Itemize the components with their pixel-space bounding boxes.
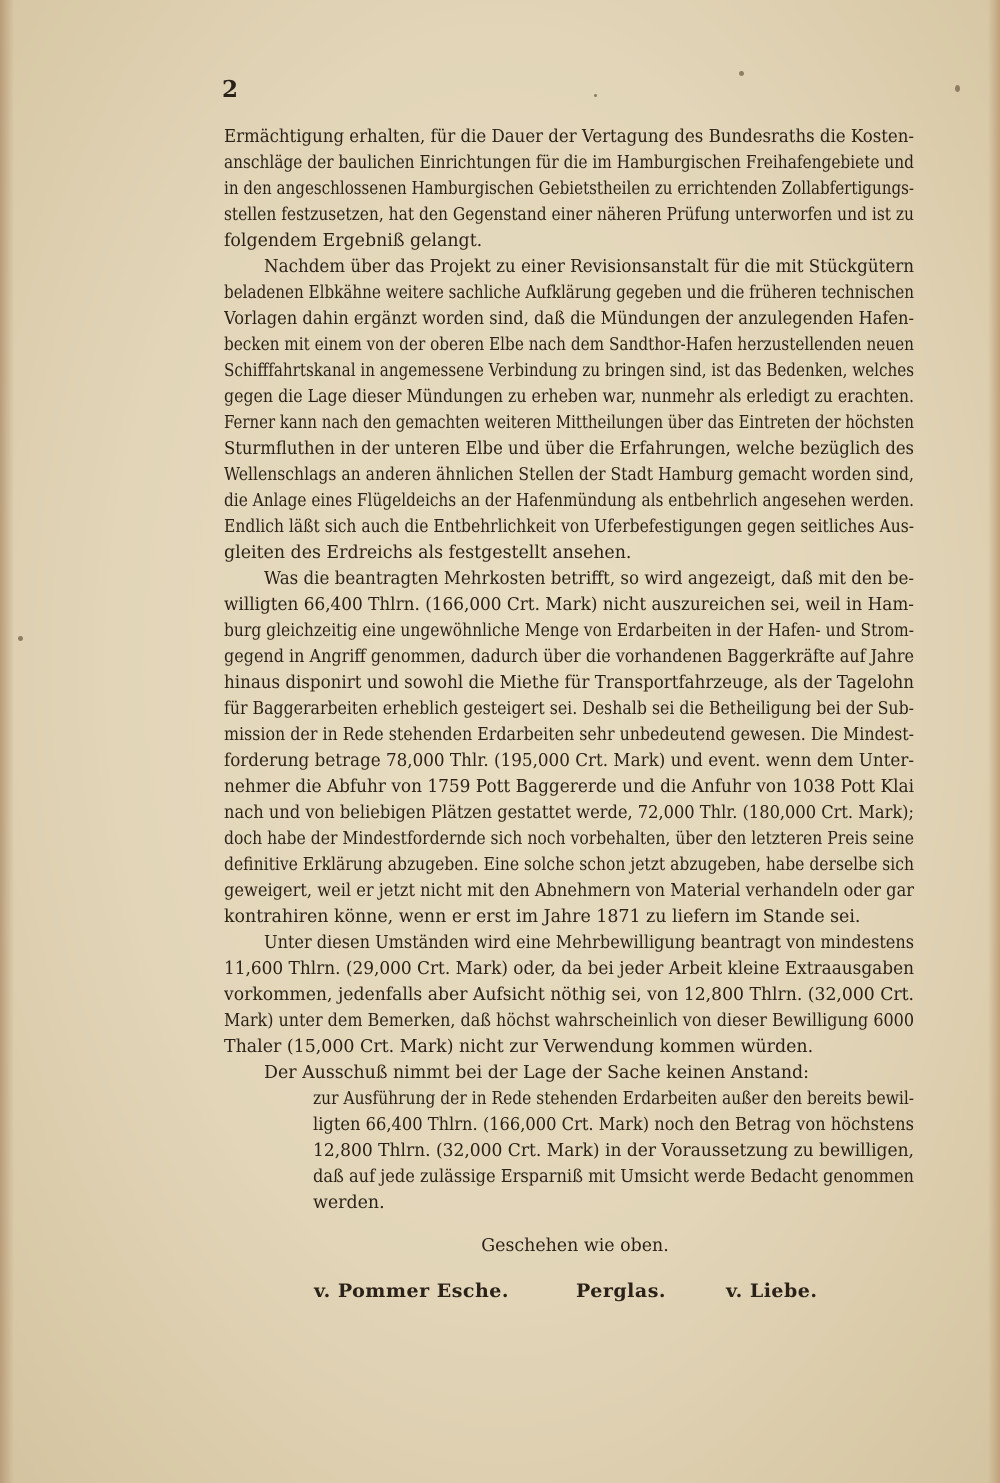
text-line: Thaler (15,000 Crt. Mark) nicht zur Verwendung kommen würden. [224,1037,814,1057]
text-line: doch habe der Mindestfordernde sich noch vorbehalten, über den letzteren Preis seine [224,829,914,849]
text-line: becken mit einem von der oberen Elbe nach dem Sandthor-Hafen herzustellenden neuen [224,335,914,355]
text-line: geweigert, weil er jetzt nicht mit den Abnehmern von Material verhandeln oder gar [224,881,914,901]
paper-speck [955,85,960,92]
page-edge-left [0,0,14,1483]
paper-speck [18,636,23,641]
text-line: zur Ausführung der in Rede stehenden Erdarbeiten außer den bereits bewil- [313,1089,914,1109]
text-line: Ermächtigung erhalten, für die Dauer der Vertagung des Bundesraths die Kosten- [224,127,914,147]
text-line: gegen die Lage dieser Mündungen zu erheben war, nunmehr als erledigt zu erachten. [224,387,914,407]
text-line: hinaus disponirt und sowohl die Miethe für Transportfahrzeuge, als der Tagelohn [224,673,914,693]
text-line: Endlich läßt sich auch die Entbehrlichkeit von Uferbefestigungen gegen seitliches Aus- [224,517,914,537]
text-line: in den angeschlossenen Hamburgischen Gebietstheilen zu errichtenden Zollabfertigungs- [224,179,914,199]
text-line: Vorlagen dahin ergänzt worden sind, daß die Mündungen der anzulegenden Hafen- [224,309,914,329]
text-line: für Baggerarbeiten erheblich gesteigert sei. Deshalb sei die Betheiligung bei der Sub- [224,699,914,719]
text-line: daß auf jede zulässige Ersparniß mit Umsicht werde Bedacht genommen [313,1167,914,1187]
signature-1: v. Pommer Esche. [314,1280,509,1302]
page-edge-right [988,0,1000,1483]
text-line: Der Ausschuß nimmt bei der Lage der Sache keinen Anstand: [264,1063,810,1083]
text-line: Nachdem über das Projekt zu einer Revisionsanstalt für die mit Stückgütern [264,257,914,277]
text-line: Unter diesen Umständen wird eine Mehrbewilligung beantragt von mindestens [264,933,914,953]
paper-speck [594,94,597,97]
text-line: Schifffahrtskanal in angemessene Verbindung zu bringen sind, ist das Bedenken, welches [224,361,914,381]
text-line: nehmer die Abfuhr von 1759 Pott Baggererde und die Anfuhr von 1038 Pott Klai [224,777,914,797]
text-line: die Anlage eines Flügeldeichs an der Hafenmündung als entbehrlich angesehen werden. [224,491,914,511]
text-line: 11,600 Thlrn. (29,000 Crt. Mark) oder, da bei jeder Arbeit kleine Extraausgaben [224,959,914,979]
text-line: werden. [313,1193,385,1213]
text-line: stellen festzusetzen, hat den Gegenstand einer näheren Prüfung unterworfen und ist zu [224,205,914,225]
text-line: gegend in Angriff genommen, dadurch über die vorhandenen Baggerkräfte auf Jahre [224,647,914,667]
text-line: definitive Erklärung abzugeben. Eine solche schon jetzt abzugeben, habe derselbe sich [224,855,914,875]
text-line: gleiten des Erdreichs als festgestellt ansehen. [224,543,632,563]
signature-2: Perglas. [576,1280,667,1302]
text-line: 12,800 Thlrn. (32,000 Crt. Mark) in der Voraussetzung zu bewilligen, [313,1141,914,1161]
text-line: forderung betrage 78,000 Thlr. (195,000 Crt. Mark) und event. wenn dem Unter- [224,751,914,771]
text-line: vorkommen, jedenfalls aber Aufsicht nöthig sei, von 12,800 Thlrn. (32,000 Crt. [224,985,914,1005]
text-line: anschläge der baulichen Einrichtungen für die im Hamburgischen Freihafengebiete und [224,153,914,173]
text-line: folgendem Ergebniß gelangt. [224,231,483,251]
text-line: Was die beantragten Mehrkosten betrifft, so wird angezeigt, daß mit den be- [264,569,914,589]
paper-speck [739,71,744,76]
text-line: Mark) unter dem Bemerken, daß höchst wahrscheinlich von dieser Bewilligung 6000 [224,1011,914,1031]
text-line: beladenen Elbkähne weitere sachliche Aufklärung gegeben und die früheren technischen [224,283,914,303]
body-text [224,124,914,1216]
text-line: burg gleichzeitig eine ungewöhnliche Menge von Erdarbeiten in der Hafen- und Strom- [224,621,914,641]
text-line: Ferner kann nach den gemachten weiteren Mittheilungen über das Eintreten der höchsten [224,413,914,433]
text-line: Sturmfluthen in der unteren Elbe und über die Erfahrungen, welche bezüglich des [224,439,914,459]
text-line: willigten 66,400 Thlrn. (166,000 Crt. Mark) nicht auszureichen sei, weil in Ham- [224,595,914,615]
text-line: kontrahiren könne, wenn er erst im Jahre 1871 zu liefern im Stande sei. [224,907,861,927]
page-number: 2 [222,76,239,103]
text-line: Wellenschlags an anderen ähnlichen Stellen der Stadt Hamburg gemacht worden sind, [224,465,914,485]
text-line: mission der in Rede stehenden Erdarbeiten sehr unbedeutend gewesen. Die Mindest- [224,725,914,745]
text-line: nach und von beliebigen Plätzen gestattet werde, 72,000 Thlr. (180,000 Crt. Mark); [224,803,914,823]
signature-3: v. Liebe. [726,1280,818,1302]
closing-line: Geschehen wie oben. [481,1236,669,1256]
text-line: ligten 66,400 Thlrn. (166,000 Crt. Mark) noch den Betrag von höchstens [313,1115,914,1135]
